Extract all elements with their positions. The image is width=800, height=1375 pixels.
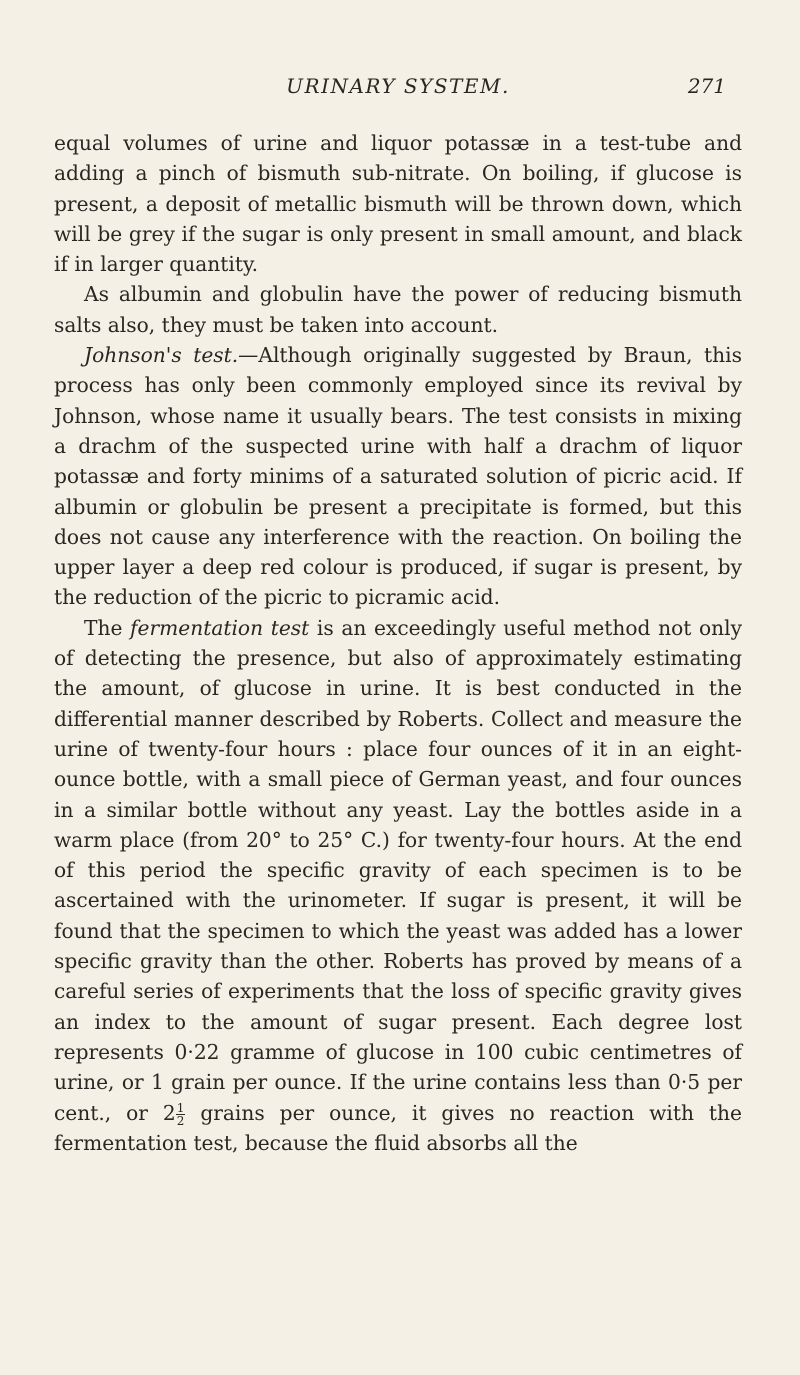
page-number: 271 <box>687 74 726 98</box>
fraction-numerator: 1 <box>176 1100 185 1115</box>
paragraph-bismuth-test <box>54 128 742 279</box>
paragraph-lead: The <box>84 615 131 640</box>
paragraph-text: is an exceedingly useful method not only of detecting the presence, but also of approximately estimating the amount, of glucose in urine. It is best conducted in the differential manner described by Roberts. Collect and measure the urine of twenty-four hours : place four ounces of it in an eight-ounce bottle, with a small piece of German yeast, and four ounces in a similar bottle without any yeast. Lay the bottles aside in a warm place (from 20° to 25° C.) for twenty-four hours. At the end of this period the specific gravity of each specimen is to be ascertained with the urinometer. If sugar is present, it will be found that the specimen to which the yeast was added has a lower specific gravity than the other. Roberts has proved by means of a careful series of experiments that the loss of specific gravity gives an index to the amount of sugar present. Each degree lost represents 0·22 gramme of glucose in 100 cubic centimetres of urine, or 1 grain per ounce. If the urine contains less than 0·5 per cent., or 2 <box>54 615 742 1125</box>
paragraph-text: —Although originally suggested by Braun, this process has only been commonly employed since its revival by Johnson, whose name it usually bears. The test consists in mixing a drachm of the suspected urine with half a drachm of liquor potassæ and forty minims of a saturated solution of picric acid. If albumin or globulin be present a precipitate is formed, but this does not cause any interference with the reaction. On boiling the upper layer a deep red colour is produced, if sugar is present, by the reduction of the picric to picramic acid. <box>54 343 742 610</box>
section-title-fermentation-test: fermentation test <box>130 615 310 640</box>
paragraph-albumin-note <box>54 279 742 340</box>
body-text <box>54 128 742 1158</box>
section-title-johnsons-test: Johnson's test. <box>84 343 239 368</box>
fraction-one-half <box>176 1102 186 1127</box>
paragraph-johnsons-test <box>54 340 742 613</box>
running-title: URINARY SYSTEM. <box>286 74 510 98</box>
paragraph-text-tail: grains per ounce, it gives no reaction with the fermentation test, because the fluid absorbs all the <box>54 1100 742 1155</box>
running-head <box>54 72 742 108</box>
fraction-denominator: 2 <box>176 1113 185 1128</box>
paragraph-text: equal volumes of urine and liquor potassæ in a test-tube and adding a pinch of bismuth sub-nitrate. On boiling, if glucose is present, a deposit of metallic bismuth will be thrown down, which will be grey if the sugar is only present in small amount, and black if in larger quantity. <box>54 131 742 277</box>
paragraph-text: As albumin and globulin have the power of reducing bismuth salts also, they must be taken into account. <box>54 282 742 337</box>
paragraph-fermentation-test <box>54 613 742 1158</box>
